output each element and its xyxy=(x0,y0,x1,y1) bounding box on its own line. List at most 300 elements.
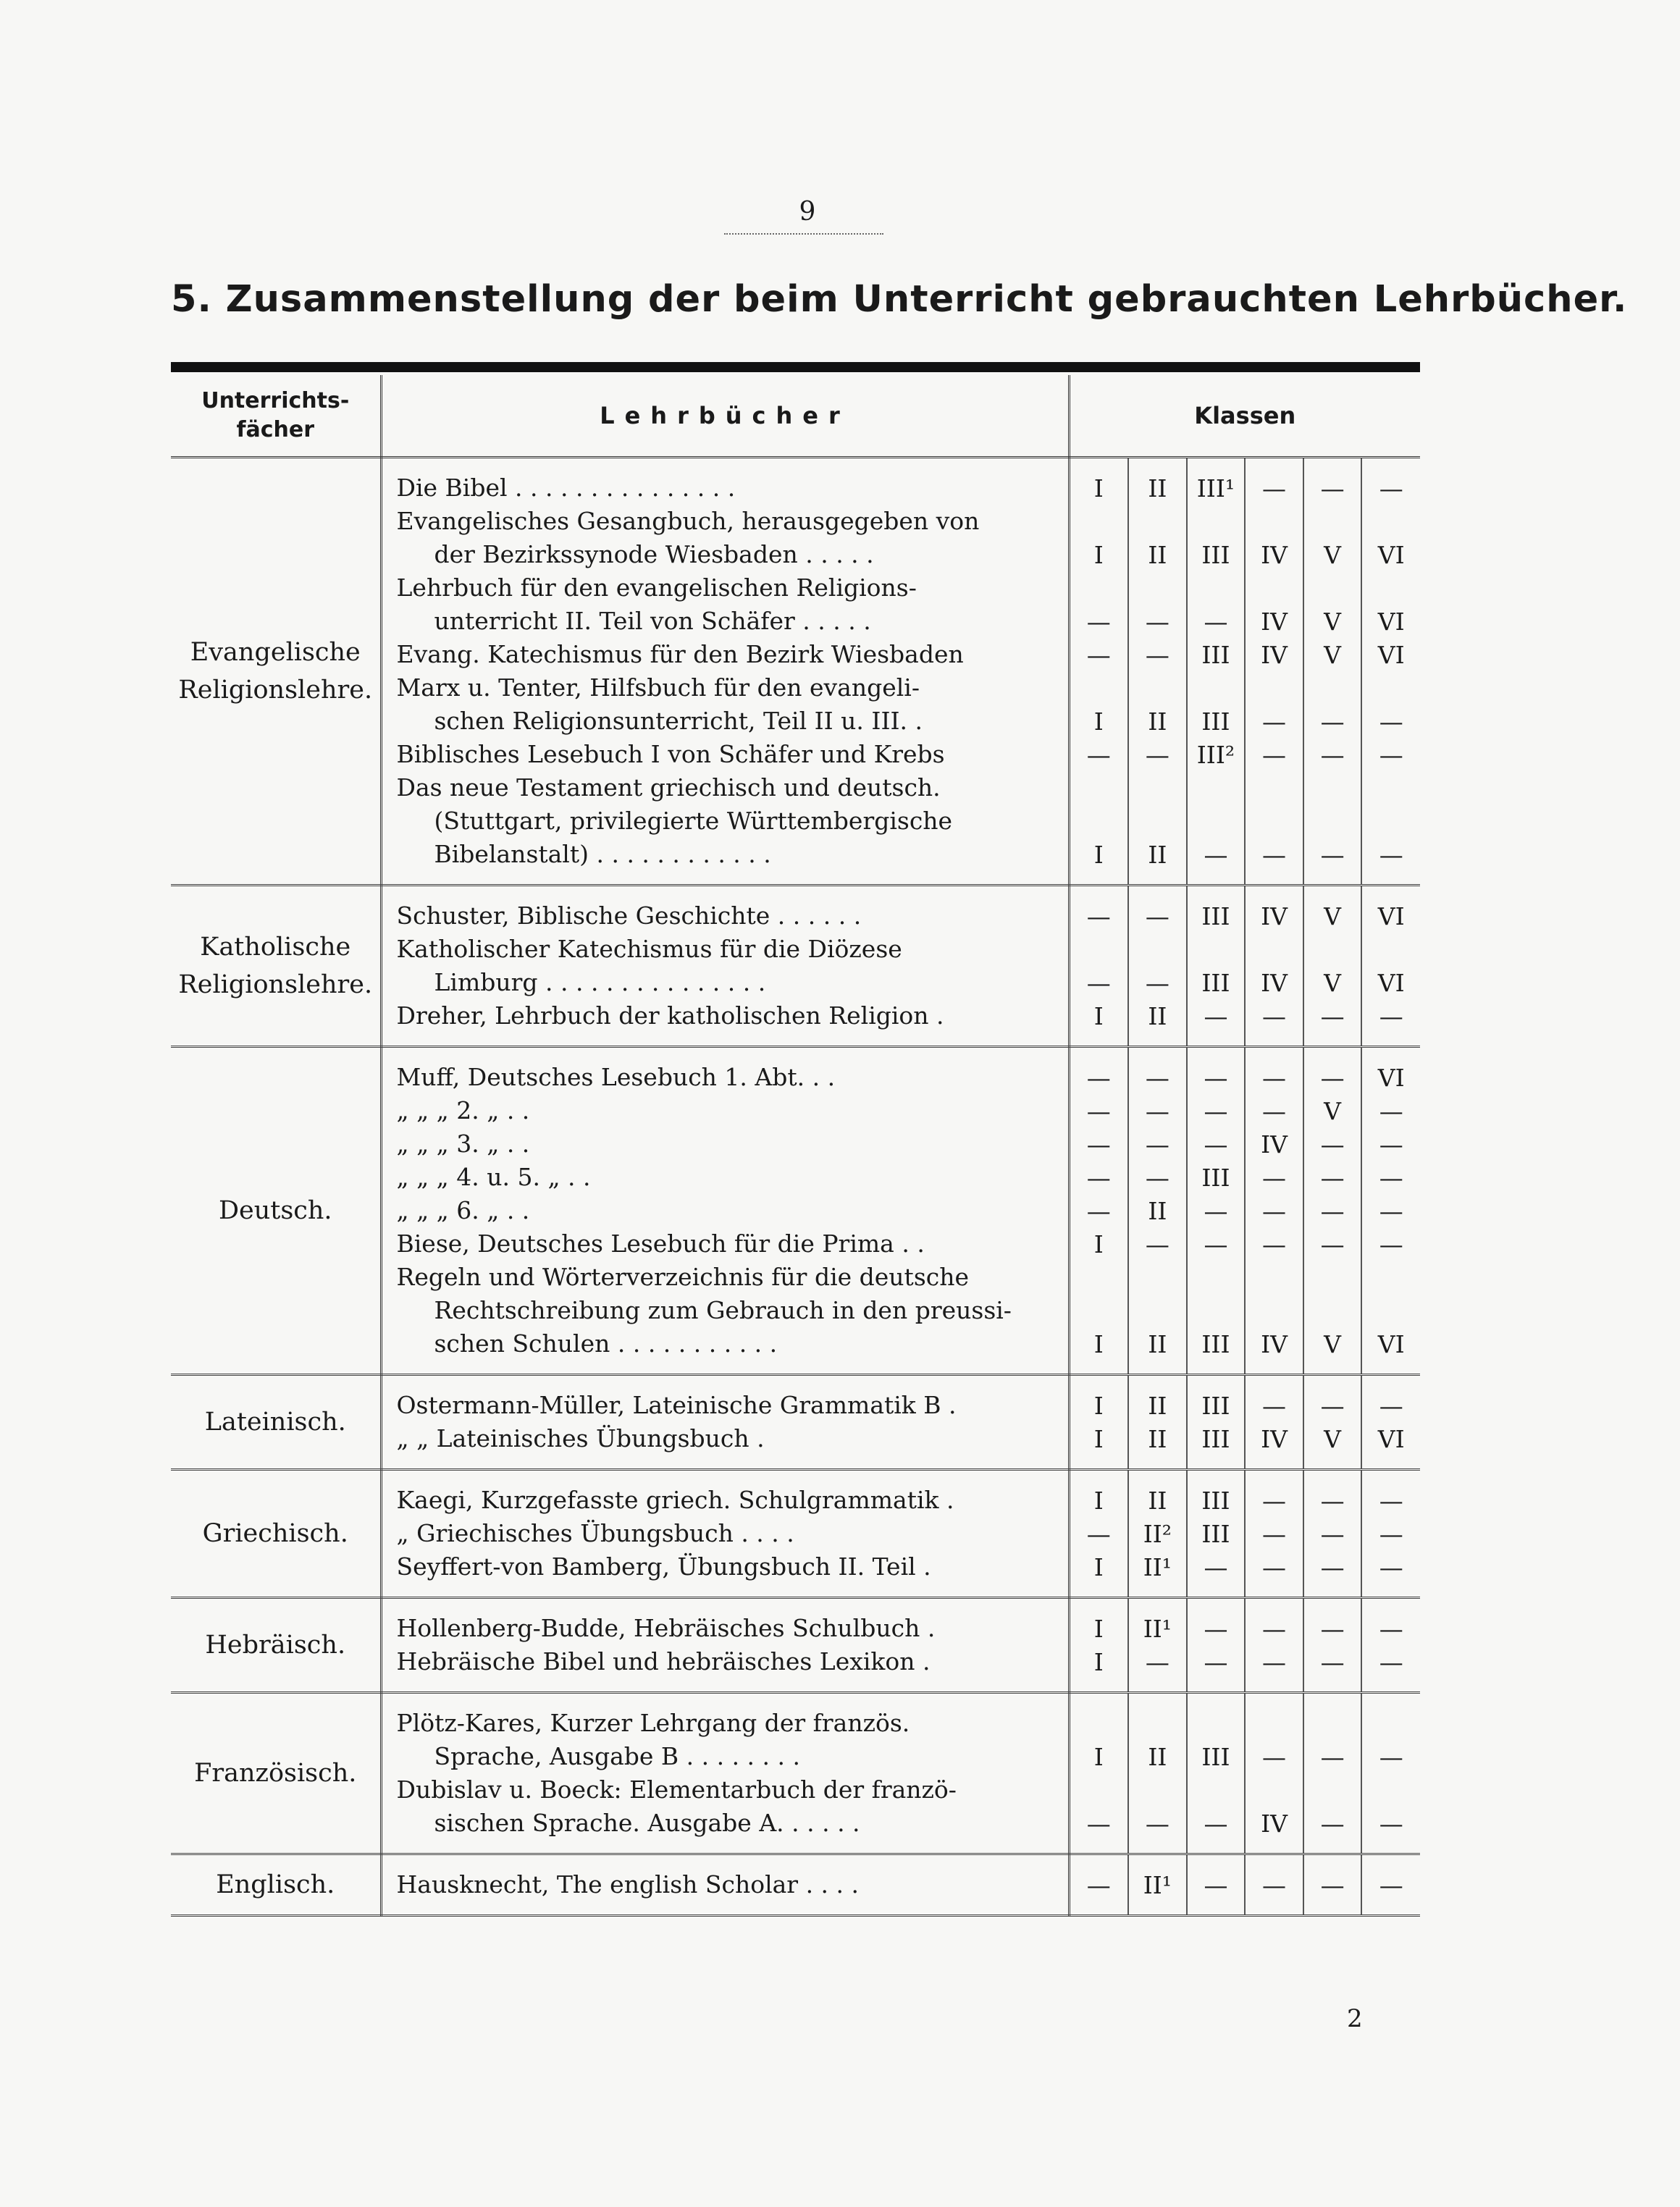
class-row xyxy=(1070,1807,1421,1840)
class-row xyxy=(1070,571,1421,605)
class-mark: V xyxy=(1303,966,1362,999)
textbook-line: Limburg . . . . . . . . . . . . . . . xyxy=(434,968,766,996)
textbook-line: Biblisches Lesebuch I von Schäfer und Krebs xyxy=(396,740,945,768)
class-mark: — xyxy=(1303,838,1362,871)
class-mark: III xyxy=(1187,1389,1246,1422)
class-mark xyxy=(1187,505,1246,538)
section-row xyxy=(171,1854,1420,1916)
textbooks-cell xyxy=(381,886,1069,1047)
class-mark xyxy=(1187,933,1246,966)
class-mark: — xyxy=(1245,1061,1303,1094)
class-mark: VI xyxy=(1361,899,1420,933)
class-mark: — xyxy=(1128,1061,1187,1094)
section-row xyxy=(171,1047,1420,1375)
class-mark xyxy=(1187,671,1246,705)
class-mark: — xyxy=(1128,1645,1187,1678)
textbook-line: Regeln und Wörterverzeichnis für die deutsche xyxy=(396,1263,970,1291)
subject-cell: Französisch. xyxy=(171,1693,381,1854)
class-mark: — xyxy=(1128,1127,1187,1161)
class-mark: — xyxy=(1187,838,1246,871)
class-mark: III xyxy=(1187,1161,1246,1194)
textbook-line: „ „ „ 4. u. 5. „ . . xyxy=(396,1163,591,1191)
class-mark: — xyxy=(1245,1550,1303,1584)
class-mark: — xyxy=(1187,1550,1246,1584)
class-mark xyxy=(1187,1261,1246,1294)
textbooks-cell xyxy=(381,1047,1069,1375)
class-mark: — xyxy=(1187,1094,1246,1127)
class-mark xyxy=(1070,804,1129,838)
class-mark: II¹ xyxy=(1128,1612,1187,1645)
class-mark: — xyxy=(1245,1484,1303,1517)
textbook-line: Muff, Deutsches Lesebuch 1. Abt. . . xyxy=(396,1063,836,1091)
class-mark xyxy=(1128,1707,1187,1740)
class-mark xyxy=(1070,933,1129,966)
class-mark: — xyxy=(1303,1227,1362,1261)
class-mark: — xyxy=(1086,607,1111,636)
class-mark: VI xyxy=(1361,966,1420,999)
class-mark xyxy=(1128,505,1187,538)
class-mark: — xyxy=(1361,1550,1420,1584)
class-mark: — xyxy=(1128,638,1187,671)
textbooks-cell xyxy=(381,1598,1069,1693)
class-mark xyxy=(1128,571,1187,605)
class-mark xyxy=(1128,1261,1187,1294)
textbook-line: sischen Sprache. Ausgabe A. . . . . . xyxy=(434,1809,860,1837)
class-row xyxy=(1070,1550,1421,1584)
class-mark: III xyxy=(1187,538,1246,571)
textbook-line: „ „ „ 2. „ . . xyxy=(396,1096,530,1124)
class-mark xyxy=(1128,804,1187,838)
class-mark xyxy=(1245,1773,1303,1807)
class-row xyxy=(1070,1422,1421,1455)
class-mark xyxy=(1128,771,1187,804)
class-mark: III xyxy=(1187,899,1246,933)
class-mark: — xyxy=(1361,738,1420,771)
class-mark: VI xyxy=(1361,1422,1420,1455)
class-mark xyxy=(1187,571,1246,605)
class-mark: — xyxy=(1086,740,1111,769)
class-mark: I xyxy=(1093,540,1104,569)
textbook-line: Rechtschreibung zum Gebrauch in den preussi- xyxy=(434,1296,1012,1324)
class-mark: V xyxy=(1303,1327,1362,1361)
class-row xyxy=(1070,1127,1421,1161)
class-mark: — xyxy=(1361,1194,1420,1227)
class-row xyxy=(1070,638,1421,671)
class-row xyxy=(1070,1389,1421,1422)
class-mark: — xyxy=(1303,1484,1362,1517)
class-mark: — xyxy=(1128,605,1187,638)
class-mark: — xyxy=(1303,1161,1362,1194)
class-row xyxy=(1070,1645,1421,1678)
class-mark: VI xyxy=(1361,605,1420,638)
class-mark: — xyxy=(1303,1517,1362,1550)
class-mark: — xyxy=(1086,1063,1111,1092)
class-row xyxy=(1070,1061,1421,1094)
class-mark: V xyxy=(1303,1094,1362,1127)
class-row xyxy=(1070,771,1421,804)
class-mark: II xyxy=(1128,538,1187,571)
class-mark: I xyxy=(1093,474,1104,503)
textbook-line: Evangelisches Gesangbuch, herausgegeben von xyxy=(396,507,980,535)
class-mark: III xyxy=(1187,966,1246,999)
textbook-line: Hollenberg-Budde, Hebräisches Schulbuch . xyxy=(396,1614,936,1642)
class-row xyxy=(1070,538,1421,571)
class-mark: — xyxy=(1361,1740,1420,1773)
class-mark xyxy=(1070,1261,1129,1294)
class-mark: VI xyxy=(1361,1061,1420,1094)
class-mark: III² xyxy=(1187,738,1246,771)
class-mark xyxy=(1245,505,1303,538)
class-mark: — xyxy=(1361,838,1420,871)
class-mark xyxy=(1070,571,1129,605)
classes-cell xyxy=(1069,1047,1420,1375)
class-mark: IV xyxy=(1245,966,1303,999)
class-mark xyxy=(1303,571,1362,605)
class-mark: III xyxy=(1187,1484,1246,1517)
subject-cell: Hebräisch. xyxy=(171,1598,381,1693)
class-mark: II² xyxy=(1128,1517,1187,1550)
class-mark: — xyxy=(1361,1484,1420,1517)
class-mark: — xyxy=(1245,1194,1303,1227)
class-mark: — xyxy=(1303,1194,1362,1227)
class-mark: — xyxy=(1361,1645,1420,1678)
class-mark: II xyxy=(1128,1484,1187,1517)
class-mark: I xyxy=(1093,1742,1104,1771)
textbook-line: „ „ Lateinisches Übungsbuch . xyxy=(396,1424,765,1453)
class-row xyxy=(1070,838,1421,871)
class-mark: — xyxy=(1361,1517,1420,1550)
class-mark: — xyxy=(1303,1645,1362,1678)
section-row xyxy=(171,458,1420,886)
page-number-ornament xyxy=(724,233,883,235)
class-mark: V xyxy=(1303,1422,1362,1455)
class-mark: — xyxy=(1245,999,1303,1033)
class-mark: — xyxy=(1128,1807,1187,1840)
class-mark: II xyxy=(1128,999,1187,1033)
class-mark: — xyxy=(1245,471,1303,505)
textbook-line: Sprache, Ausgabe B . . . . . . . . xyxy=(434,1742,800,1770)
classes-cell xyxy=(1069,1470,1420,1598)
class-mark: — xyxy=(1128,738,1187,771)
textbook-line: Evang. Katechismus für den Bezirk Wiesbaden xyxy=(396,640,964,668)
subject-cell: Deutsch. xyxy=(171,1047,381,1375)
class-mark: — xyxy=(1303,738,1362,771)
class-mark: IV xyxy=(1245,1127,1303,1161)
textbook-line: Kaegi, Kurzgefasste griech. Schulgrammatik . xyxy=(396,1486,954,1514)
class-mark: II xyxy=(1128,1194,1187,1227)
textbook-line: Dreher, Lehrbuch der katholischen Religion . xyxy=(396,1001,944,1030)
class-row xyxy=(1070,999,1421,1033)
class-mark: III xyxy=(1187,705,1246,738)
header-textbooks: Lehrbücher xyxy=(381,375,1069,458)
class-grid xyxy=(1070,886,1421,1046)
class-mark: — xyxy=(1086,1196,1111,1225)
class-mark: IV xyxy=(1245,899,1303,933)
class-mark: — xyxy=(1361,1094,1420,1127)
class-mark: — xyxy=(1303,1740,1362,1773)
class-mark: VI xyxy=(1361,538,1420,571)
textbook-line: Ostermann-Müller, Lateinische Grammatik B . xyxy=(396,1391,957,1419)
class-mark: I xyxy=(1093,1486,1104,1515)
class-mark: II xyxy=(1128,1422,1187,1455)
class-mark: I xyxy=(1093,707,1104,736)
class-row xyxy=(1070,1194,1421,1227)
class-mark: — xyxy=(1187,1227,1246,1261)
textbook-line: Das neue Testament griechisch und deutsch. xyxy=(396,773,941,802)
class-mark: I xyxy=(1093,1391,1104,1420)
textbook-line: Dubislav u. Boeck: Elementarbuch der franzö- xyxy=(396,1775,957,1804)
textbooks-cell xyxy=(381,1693,1069,1854)
subject-cell: Englisch. xyxy=(171,1854,381,1916)
class-mark: — xyxy=(1187,1194,1246,1227)
class-mark: — xyxy=(1128,966,1187,999)
class-mark: I xyxy=(1093,1614,1104,1643)
class-mark: — xyxy=(1361,1612,1420,1645)
textbook-line: schen Schulen . . . . . . . . . . . xyxy=(434,1329,778,1358)
class-mark xyxy=(1361,1294,1420,1327)
class-mark: — xyxy=(1303,1612,1362,1645)
class-mark: I xyxy=(1093,1001,1104,1030)
class-grid xyxy=(1070,1694,1421,1853)
class-mark: — xyxy=(1245,1740,1303,1773)
class-row xyxy=(1070,1740,1421,1773)
class-mark xyxy=(1361,671,1420,705)
class-mark xyxy=(1303,505,1362,538)
class-row xyxy=(1070,1517,1421,1550)
class-mark: II xyxy=(1128,838,1187,871)
class-mark: — xyxy=(1086,901,1111,930)
section-row xyxy=(171,1693,1420,1854)
class-row xyxy=(1070,1227,1421,1261)
page-number: 9 xyxy=(799,197,816,227)
class-mark: — xyxy=(1303,1127,1362,1161)
section-row xyxy=(171,1375,1420,1470)
class-row xyxy=(1070,1327,1421,1361)
textbooks-cell xyxy=(381,1854,1069,1916)
class-mark: VI xyxy=(1361,1327,1420,1361)
textbooks-cell xyxy=(381,458,1069,886)
textbook-line: unterricht II. Teil von Schäfer . . . . . xyxy=(434,607,871,635)
page-title: 5. Zusammenstellung der beim Unterricht gebrauchten Lehrbücher. xyxy=(171,278,1628,321)
class-row xyxy=(1070,605,1421,638)
class-mark xyxy=(1303,671,1362,705)
class-mark: — xyxy=(1245,1517,1303,1550)
textbook-line: „ Griechisches Übungsbuch . . . . xyxy=(396,1519,794,1547)
textbook-line: Hausknecht, The english Scholar . . . . xyxy=(396,1870,860,1899)
class-mark: — xyxy=(1245,1094,1303,1127)
class-row xyxy=(1070,933,1421,966)
class-mark: — xyxy=(1303,1807,1362,1840)
header-classes: Klassen xyxy=(1069,375,1420,458)
class-mark xyxy=(1361,771,1420,804)
class-mark: IV xyxy=(1245,1807,1303,1840)
class-row xyxy=(1070,966,1421,999)
class-mark: — xyxy=(1303,1389,1362,1422)
class-mark: V xyxy=(1303,638,1362,671)
class-mark xyxy=(1128,1773,1187,1807)
textbook-line: Katholischer Katechismus für die Diözese xyxy=(396,935,902,963)
textbook-line: Lehrbuch für den evangelischen Religions- xyxy=(396,573,917,602)
class-grid xyxy=(1070,1376,1421,1468)
class-mark xyxy=(1303,1294,1362,1327)
class-mark: — xyxy=(1303,705,1362,738)
class-row xyxy=(1070,1612,1421,1645)
class-mark xyxy=(1303,1773,1362,1807)
class-mark: — xyxy=(1245,1612,1303,1645)
class-mark: — xyxy=(1245,738,1303,771)
classes-cell xyxy=(1069,458,1420,886)
class-mark xyxy=(1361,933,1420,966)
classes-cell xyxy=(1069,1854,1420,1916)
textbook-table xyxy=(171,375,1420,1917)
class-mark xyxy=(1070,1294,1129,1327)
class-mark: — xyxy=(1128,1161,1187,1194)
subject-cell: Katholische Religionslehre. xyxy=(171,886,381,1047)
class-mark: I xyxy=(1093,840,1104,869)
subject-cell: Lateinisch. xyxy=(171,1375,381,1470)
class-mark xyxy=(1245,933,1303,966)
class-mark: — xyxy=(1086,1130,1111,1159)
class-mark xyxy=(1187,1773,1246,1807)
class-mark: V xyxy=(1303,605,1362,638)
class-mark xyxy=(1361,571,1420,605)
class-mark: II¹ xyxy=(1128,1550,1187,1584)
classes-cell xyxy=(1069,886,1420,1047)
class-mark xyxy=(1303,804,1362,838)
class-mark xyxy=(1187,1294,1246,1327)
class-grid xyxy=(1070,1048,1421,1374)
class-mark: — xyxy=(1245,705,1303,738)
class-row xyxy=(1070,505,1421,538)
class-mark: III xyxy=(1187,638,1246,671)
class-mark: — xyxy=(1086,640,1111,669)
textbook-line: „ „ „ 3. „ . . xyxy=(396,1130,530,1158)
class-mark: — xyxy=(1361,1161,1420,1194)
class-mark: — xyxy=(1361,471,1420,505)
class-mark: — xyxy=(1361,1807,1420,1840)
class-mark: III xyxy=(1187,1422,1246,1455)
class-row xyxy=(1070,1707,1421,1740)
class-mark xyxy=(1187,1707,1246,1740)
class-mark: IV xyxy=(1245,1327,1303,1361)
class-mark: — xyxy=(1086,968,1111,997)
class-row xyxy=(1070,471,1421,505)
class-mark: — xyxy=(1361,705,1420,738)
class-mark: I xyxy=(1093,1229,1104,1258)
class-mark: — xyxy=(1187,1807,1246,1840)
class-mark: II xyxy=(1128,471,1187,505)
class-mark xyxy=(1070,505,1129,538)
class-mark: — xyxy=(1086,1870,1111,1899)
class-mark: — xyxy=(1245,838,1303,871)
class-mark: — xyxy=(1303,999,1362,1033)
textbook-line: Seyffert-von Bamberg, Übungsbuch II. Teil . xyxy=(396,1552,931,1581)
class-row xyxy=(1070,804,1421,838)
class-mark xyxy=(1361,1707,1420,1740)
class-mark xyxy=(1361,804,1420,838)
class-mark xyxy=(1070,771,1129,804)
class-row xyxy=(1070,1773,1421,1807)
class-mark xyxy=(1361,505,1420,538)
class-row xyxy=(1070,1261,1421,1294)
classes-cell xyxy=(1069,1598,1420,1693)
class-mark: — xyxy=(1245,1161,1303,1194)
textbook-line: Marx u. Tenter, Hilfsbuch für den evangeli- xyxy=(396,673,920,702)
class-mark xyxy=(1187,804,1246,838)
class-mark: — xyxy=(1361,1868,1420,1901)
heavy-rule xyxy=(171,362,1420,372)
class-mark: I xyxy=(1093,1424,1104,1453)
class-mark: I xyxy=(1093,1552,1104,1581)
class-row xyxy=(1070,1484,1421,1517)
class-mark: II xyxy=(1128,1740,1187,1773)
class-mark: IV xyxy=(1245,538,1303,571)
class-mark xyxy=(1245,804,1303,838)
textbook-line: (Stuttgart, privilegierte Württembergische xyxy=(434,807,953,835)
class-row xyxy=(1070,671,1421,705)
class-mark: — xyxy=(1361,1127,1420,1161)
class-mark xyxy=(1245,1294,1303,1327)
class-mark: — xyxy=(1086,1519,1111,1548)
section-row xyxy=(171,886,1420,1047)
class-mark: — xyxy=(1086,1163,1111,1192)
class-mark xyxy=(1128,671,1187,705)
class-row xyxy=(1070,738,1421,771)
class-mark: II xyxy=(1128,1327,1187,1361)
classes-cell xyxy=(1069,1693,1420,1854)
class-row xyxy=(1070,1868,1421,1901)
class-mark: — xyxy=(1245,1389,1303,1422)
class-mark xyxy=(1070,1707,1129,1740)
class-mark: — xyxy=(1187,1061,1246,1094)
class-row xyxy=(1070,899,1421,933)
class-mark xyxy=(1187,771,1246,804)
class-mark xyxy=(1245,671,1303,705)
class-mark: — xyxy=(1187,1612,1246,1645)
class-mark: — xyxy=(1128,899,1187,933)
header-subjects: Unterrichts- fächer xyxy=(171,375,381,458)
class-mark xyxy=(1128,1294,1187,1327)
class-mark: — xyxy=(1303,1061,1362,1094)
class-mark: — xyxy=(1245,1645,1303,1678)
textbook-line: Plötz-Kares, Kurzer Lehrgang der französ. xyxy=(396,1709,910,1737)
class-mark xyxy=(1245,1707,1303,1740)
class-mark xyxy=(1303,771,1362,804)
class-mark: — xyxy=(1303,471,1362,505)
class-mark xyxy=(1303,1707,1362,1740)
class-mark: III xyxy=(1187,1327,1246,1361)
class-mark xyxy=(1303,933,1362,966)
class-mark xyxy=(1128,933,1187,966)
class-grid xyxy=(1070,458,1421,884)
class-mark: — xyxy=(1086,1096,1111,1125)
class-mark: III xyxy=(1187,1517,1246,1550)
class-mark: — xyxy=(1303,1868,1362,1901)
subject-cell: Evangelische Religionslehre. xyxy=(171,458,381,886)
class-row xyxy=(1070,1161,1421,1194)
class-mark: — xyxy=(1128,1227,1187,1261)
textbook-line: Schuster, Biblische Geschichte . . . . . . xyxy=(396,901,862,930)
class-mark xyxy=(1303,1261,1362,1294)
class-mark: — xyxy=(1187,1127,1246,1161)
class-mark: III xyxy=(1187,1740,1246,1773)
class-mark: — xyxy=(1187,1645,1246,1678)
class-mark: II¹ xyxy=(1128,1868,1187,1901)
class-row xyxy=(1070,1094,1421,1127)
section-row xyxy=(171,1598,1420,1693)
class-mark xyxy=(1361,1773,1420,1807)
class-mark: — xyxy=(1303,1550,1362,1584)
